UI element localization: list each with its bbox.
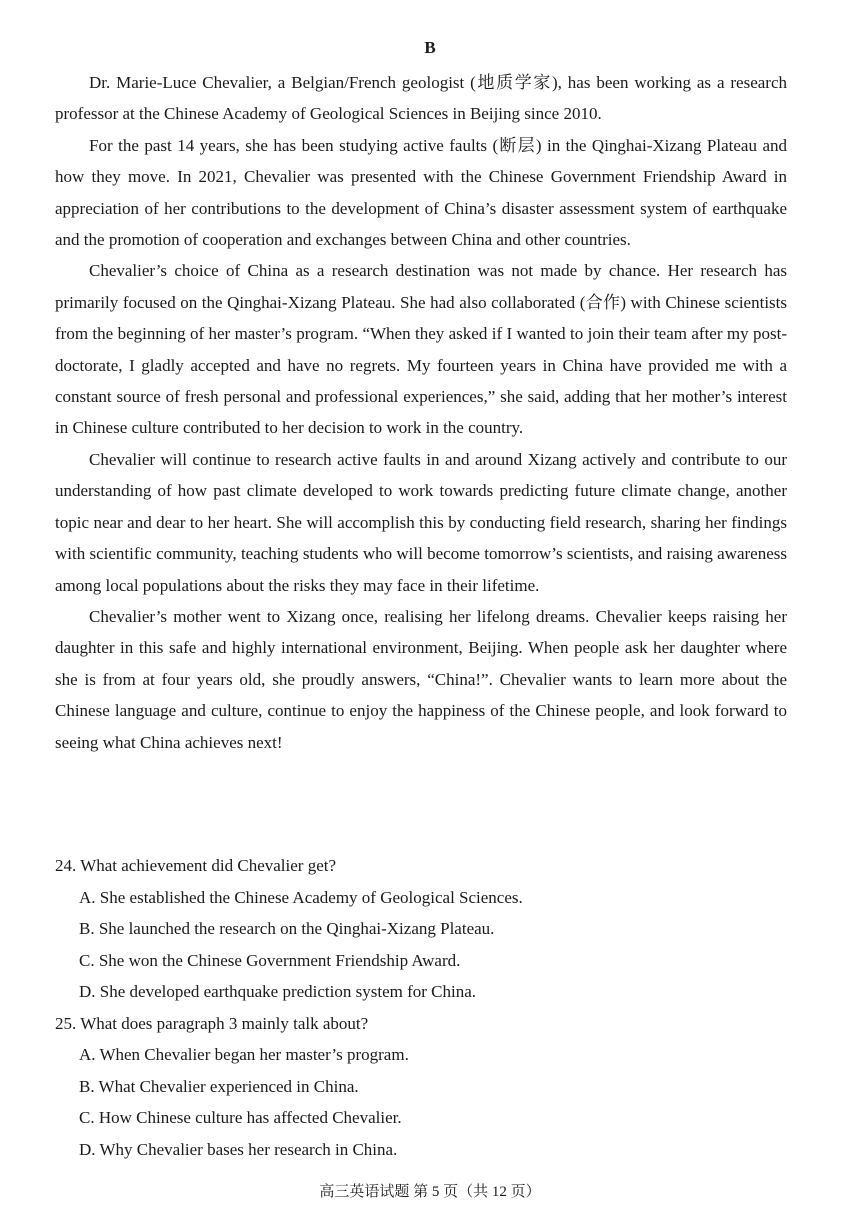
question-24 xyxy=(55,850,795,1008)
option-b: B. She launched the research on the Qinghai-Xizang Plateau. xyxy=(79,919,495,938)
option-c: C. She won the Chinese Government Friendship Award. xyxy=(79,950,461,970)
passage-paragraph-1: Dr. Marie-Luce Chevalier, a Belgian/French geologist (地质学家), has been working as a research professor at the Chinese Academy of Geological Sciences in Beijing since 2010. xyxy=(55,73,787,124)
page-footer: 高三英语试题 第 5 页（共 12 页） xyxy=(319,1184,541,1200)
section-label: B xyxy=(424,38,436,57)
passage-paragraph-4: Chevalier will continue to research active faults in and around Xizang actively and contribute to our understanding of how past climate developed to work towards predicting future climate change, another topic near and dear to her heart. She will accomplish this by conducting field research, sharing her findings with scientific community, teaching students who will become tomorrow’s scientists, and raising awareness among local populations about the risks they may face in their lifetime. xyxy=(55,449,787,595)
question-stem: 25. What does paragraph 3 mainly talk about? xyxy=(55,1013,369,1033)
question-stem: 24. What achievement did Chevalier get? xyxy=(55,856,337,875)
passage-paragraph-2: For the past 14 years, she has been studying active faults (断层) in the Qinghai-Xizang Plateau and how they move. In 2021, Chevalier was presented with the Chinese Government Friendship Award in appreciation of her contributions to the development of China’s disaster assessment system of earthquake and the promotion of cooperation and exchanges between China and other countries. xyxy=(55,135,787,250)
option-a: A. When Chevalier began her master’s program. xyxy=(79,1045,409,1064)
option-a: A. She established the Chinese Academy of Geological Sciences. xyxy=(79,887,523,907)
passage-paragraph-5: Chevalier’s mother went to Xizang once, realising her lifelong dreams. Chevalier keeps raising her daughter in this safe and highly international environment, Beijing. When people ask her daughter where she is from at four years old, she proudly answers, “China!”. Chevalier wants to learn more about the Chinese language and culture, continue to enjoy the happiness of the Chinese people, and look forward to seeing what China achieves next! xyxy=(55,606,787,752)
option-d: D. She developed earthquake prediction system for China. xyxy=(79,982,477,1001)
passage-paragraph-3: Chevalier’s choice of China as a research destination was not made by chance. Her research has primarily focused on the Qinghai-Xizang Plateau. She had also collaborated (合作) with Chinese scientists from the beginning of her master’s program. “When they asked if I wanted to join their team after my post-doctorate, I gladly accepted and have no regrets. My fourteen years in China have provided me with a constant source of fresh personal and professional experiences,” she said, adding that her mother’s interest in Chinese culture contributed to her decision to work in the country. xyxy=(55,261,787,438)
option-d: D. Why Chevalier bases her research in China. xyxy=(79,1139,398,1159)
question-list xyxy=(55,850,795,1165)
option-b: B. What Chevalier experienced in China. xyxy=(79,1076,359,1096)
question-25 xyxy=(55,1008,795,1166)
reading-passage xyxy=(55,67,787,758)
option-c: C. How Chinese culture has affected Chevalier. xyxy=(79,1108,402,1127)
